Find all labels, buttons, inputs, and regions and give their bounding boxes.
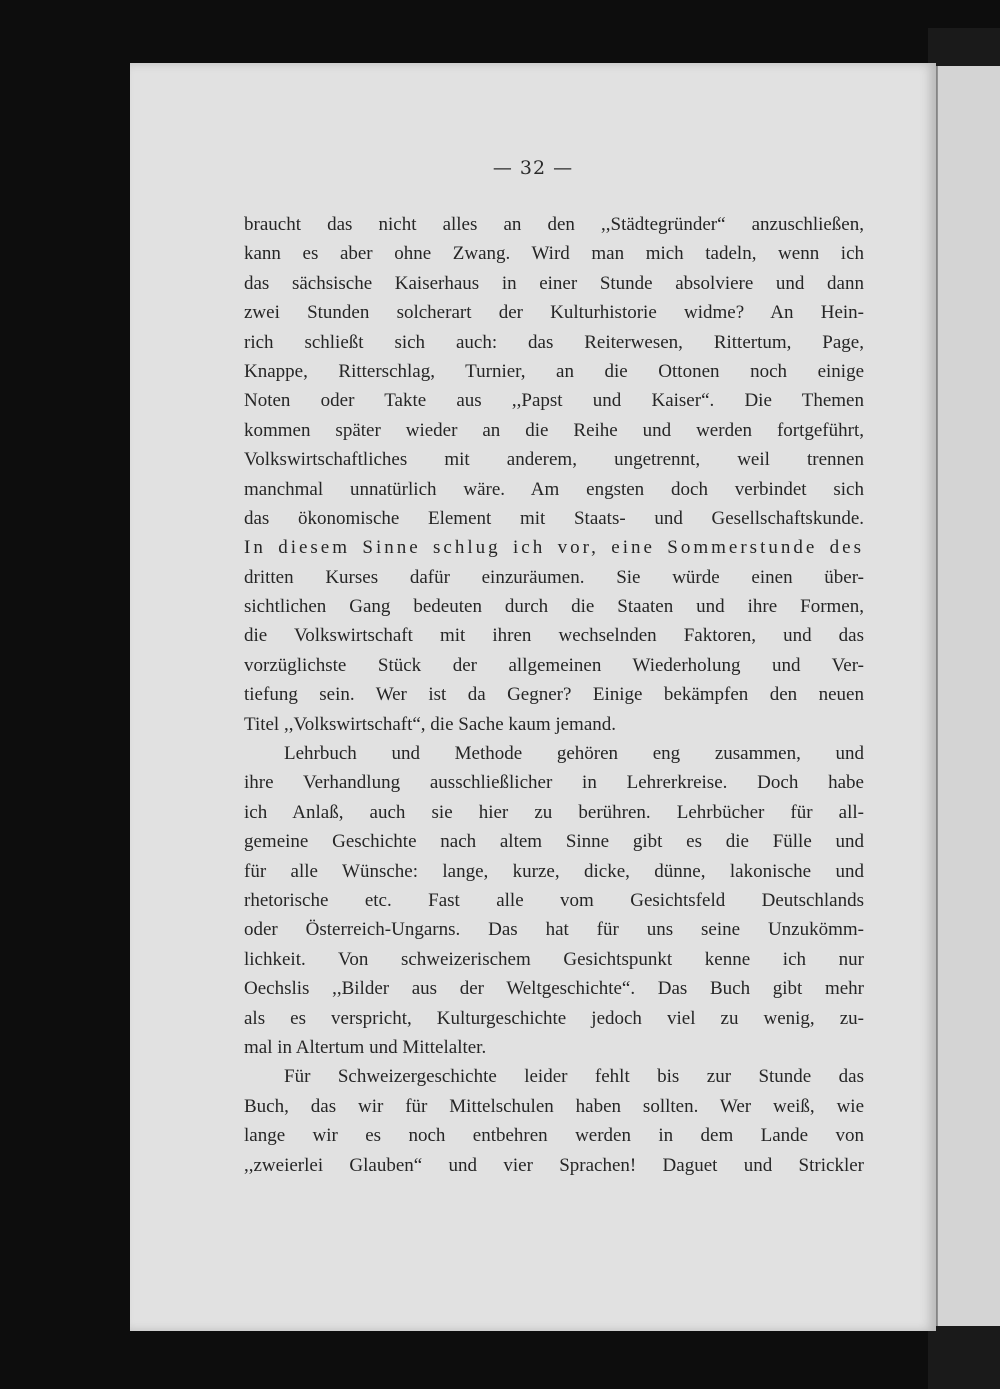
text-line: Noten oder Takte aus ,,Papst und Kaiser“. Die Themen [244,390,864,412]
page-number: — 32 — [492,157,574,179]
text-line: kommen später wieder an die Reihe und werden fortgeführt, [244,419,864,441]
text-line: das ökonomische Element mit Staats- und Gesellschaftskunde. [244,507,864,529]
text-line: dritten Kurses dafür einzuräumen. Sie würde einen über- [244,566,864,588]
text-line: sichtlichen Gang bedeuten durch die Staaten und ihre Formen, [244,596,864,618]
text-line: Oechslis ,,Bilder aus der Weltgeschichte“. Das Buch gibt mehr [244,978,864,1000]
text-line: gemeine Geschichte nach altem Sinne gibt es die Fülle und [244,831,864,853]
text-line: In diesem Sinne schlug ich vor, eine Sommerstunde des [244,537,864,559]
text-line: zwei Stunden solcherart der Kulturhistorie widme? An Hein- [244,302,864,324]
text-line: ihre Verhandlung ausschließlicher in Lehrerkreise. Doch habe [244,772,864,794]
text-line: mal in Altertum und Mittelalter. [244,1036,487,1058]
text-line: Für Schweizergeschichte leider fehlt bis zur Stunde das [284,1066,864,1088]
body-text [244,210,864,1180]
text-line: ,,zweierlei Glauben“ und vier Sprachen! Daguet und Strickler [244,1154,864,1176]
text-line: oder Österreich-Ungarns. Das hat für uns seine Unzukömm- [244,919,864,941]
text-line: rhetorische etc. Fast alle vom Gesichtsfeld Deutschlands [244,889,864,911]
text-line: tiefung sein. Wer ist da Gegner? Einige bekämpfen den neuen [244,684,864,706]
text-line: Titel ,,Volkswirtschaft“, die Sache kaum jemand. [244,713,617,735]
text-line: Lehrbuch und Methode gehören eng zusammen, und [284,743,864,765]
adjacent-page-edge [934,66,1000,1326]
text-line: lichkeit. Von schweizerischem Gesichtspunkt kenne ich nur [244,948,864,970]
text-line: das sächsische Kaiserhaus in einer Stunde absolviere und dann [244,272,864,294]
text-line: Knappe, Ritterschlag, Turnier, an die Ottonen noch einige [244,360,864,382]
text-line: Volkswirtschaftliches mit anderem, ungetrennt, weil trennen [244,449,864,471]
text-line: ich Anlaß, auch sie hier zu berühren. Lehrbücher für all- [244,801,864,823]
text-line: für alle Wünsche: lange, kurze, dicke, dünne, lakonische und [244,860,864,882]
book-page [130,63,936,1331]
text-line: rich schließt sich auch: das Reiterwesen, Rittertum, Page, [244,331,864,353]
text-line: vorzüglichste Stück der allgemeinen Wiederholung und Ver- [244,654,864,676]
text-line: lange wir es noch entbehren werden in dem Lande von [244,1125,864,1147]
text-line: Buch, das wir für Mittelschulen haben sollten. Wer weiß, wie [244,1095,864,1117]
text-line: manchmal unnatürlich wäre. Am engsten doch verbindet sich [244,478,864,500]
text-line: als es verspricht, Kulturgeschichte jedoch viel zu wenig, zu- [244,1007,864,1029]
text-line: die Volkswirtschaft mit ihren wechselnden Faktoren, und das [244,625,864,647]
text-line: braucht das nicht alles an den ,,Städtegründer“ anzuschließen, [244,214,864,235]
text-line: kann es aber ohne Zwang. Wird man mich tadeln, wenn ich [244,243,864,265]
